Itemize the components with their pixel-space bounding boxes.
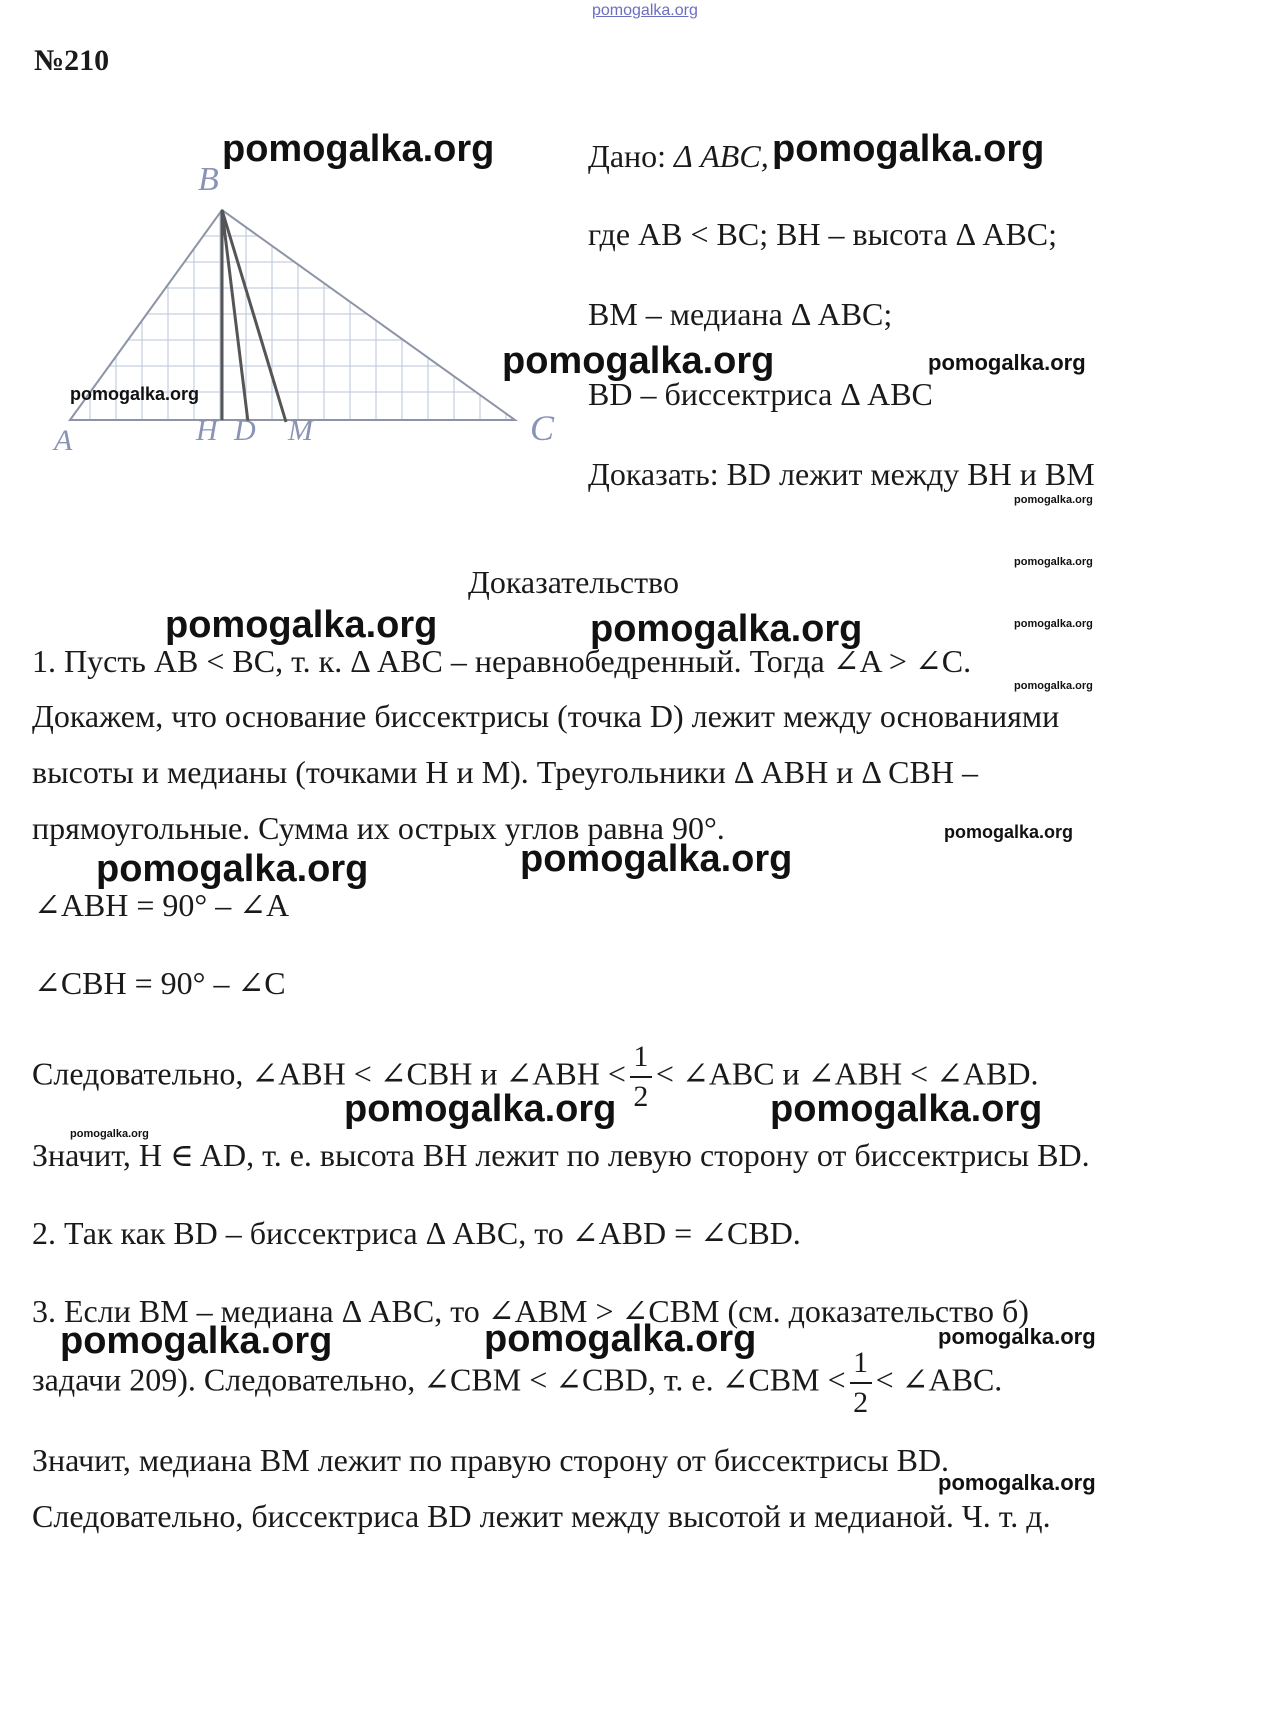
proof-p1-line3: высоты и медианы (точками H и M). Треугольники Δ ABH и Δ CBH – [32, 754, 978, 790]
watermark: pomogalka.org [1014, 556, 1093, 568]
fraction-half: $\frac{1}{2}$ [630, 1042, 652, 1112]
watermark: pomogalka.org [1014, 494, 1093, 506]
watermark: pomogalka.org [1014, 680, 1093, 692]
watermark: pomogalka.org [502, 340, 775, 382]
proof-p3-line1: 3. Если BM – медиана Δ ABC, то ∠ABM > ∠CBM (см. доказательство б) [32, 1293, 1029, 1329]
proof-p1-line5: Значит, H ∈ AD, т. е. высота BH лежит по левую сторону от биссектрисы BD. [32, 1137, 1090, 1173]
watermark: pomogalka.org [1014, 618, 1093, 630]
watermark: pomogalka.org [928, 350, 1086, 375]
watermark: pomogalka.org [70, 1128, 149, 1140]
given-line-1: Дано: Δ ABC, [588, 138, 769, 174]
proof-p1-line2: Докажем, что основание биссектрисы (точка D) лежит между основаниями [32, 698, 1060, 734]
watermark: pomogalka.org [938, 1324, 1096, 1349]
watermark: pomogalka.org [944, 822, 1074, 842]
fraction-half-2: $\frac{1}{2}$ [850, 1348, 872, 1418]
equation-abh: ∠ABH = 90° – ∠A [34, 887, 290, 923]
watermark: pomogalka.org [344, 1088, 617, 1130]
label-a: A [54, 424, 73, 457]
proof-p3-line2: задачи 209). Следовательно, ∠CBM < ∠CBD, т. е. ∠CBM < $\frac{1}{2}$ < ∠ABC. [32, 1346, 1003, 1419]
watermark: pomogalka.org [772, 128, 1045, 170]
proof-p3-line3: Значит, медиана BM лежит по правую сторону от биссектрисы BD. [32, 1442, 950, 1478]
watermark: pomogalka.org [222, 128, 495, 170]
equation-cbh: ∠CBH = 90° – ∠C [34, 965, 286, 1001]
given-line-4: BD – биссектриса Δ ABC [588, 376, 933, 412]
proof-p2: 2. Так как BD – биссектриса Δ ABC, то ∠ABD = ∠CBD. [32, 1215, 801, 1251]
watermark: pomogalka.org [96, 848, 369, 890]
label-m: M [288, 414, 313, 447]
proof-heading: Доказательство [468, 564, 679, 600]
problem-number: №210 [34, 44, 110, 77]
label-h: H [196, 414, 218, 447]
given-line-3: BM – медиана Δ ABC; [588, 296, 893, 332]
triangle-diagram [50, 140, 580, 480]
watermark: pomogalka.org [484, 1318, 757, 1360]
given-line-2: где AB < BC; BH – высота Δ ABC; [588, 216, 1058, 252]
watermark: pomogalka.org [938, 1470, 1096, 1495]
proof-p1-line4: прямоугольные. Сумма их острых углов равна 90°. [32, 810, 725, 846]
proof-p1-line1: 1. Пусть AB < BC, т. к. Δ ABC – неравнобедренный. Тогда ∠A > ∠C. [32, 643, 972, 679]
consequence-line: Следовательно, ∠ABH < ∠CBH и ∠ABH < $\frac{1}{2}$ < ∠ABC и ∠ABH < ∠ABD. [32, 1040, 1039, 1113]
watermark: pomogalka.org [590, 608, 863, 650]
bisector-bd [222, 210, 248, 422]
site-link[interactable]: pomogalka.org [592, 2, 698, 19]
label-b: B [198, 161, 219, 198]
watermark: pomogalka.org [60, 1320, 333, 1362]
watermark: pomogalka.org [520, 838, 793, 880]
watermark: pomogalka.org [70, 384, 200, 404]
watermark: pomogalka.org [165, 604, 438, 646]
triangle-figure [50, 140, 580, 480]
prove-statement: Доказать: BD лежит между BH и BM [588, 456, 1095, 492]
graph-paper-grid [50, 140, 580, 480]
watermark: pomogalka.org [770, 1088, 1043, 1130]
label-d: D [234, 414, 256, 447]
proof-conclusion: Следовательно, биссектриса BD лежит между высотой и медианой. Ч. т. д. [32, 1498, 1051, 1534]
median-bm [222, 210, 286, 422]
label-c: C [530, 408, 555, 448]
